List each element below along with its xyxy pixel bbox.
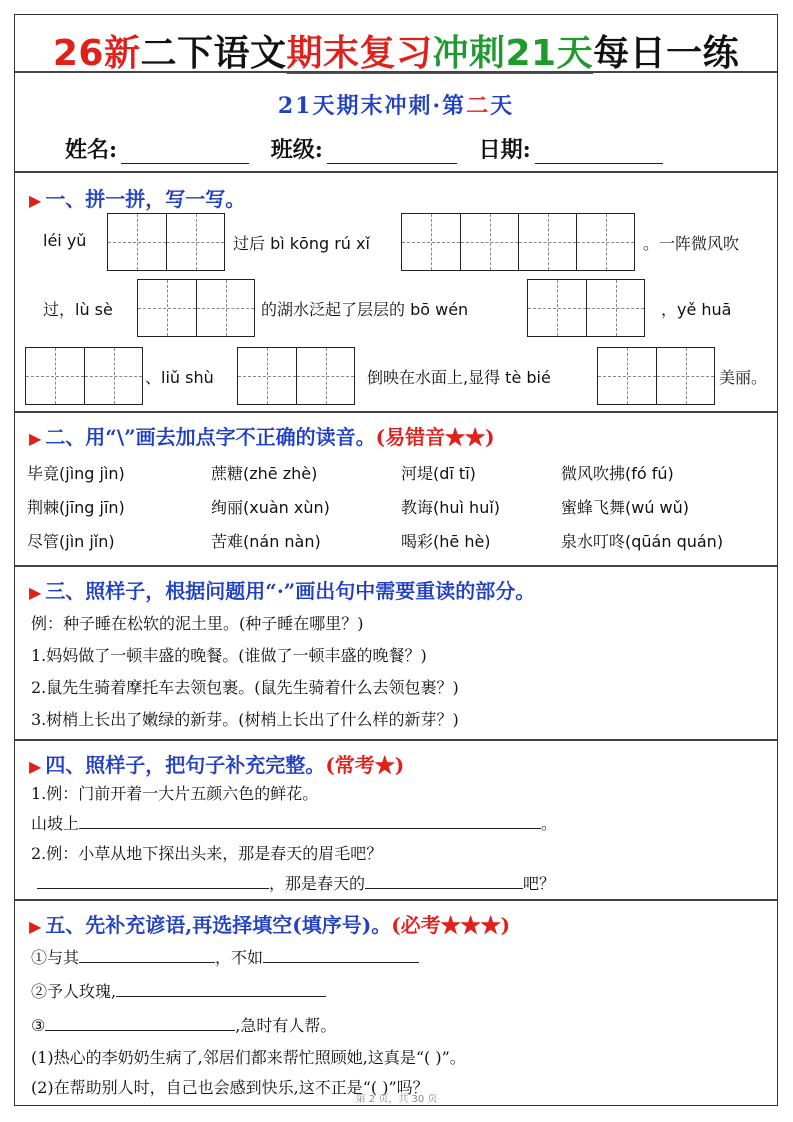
reading-item[interactable]: 荆棘(jīng jīn) [27, 498, 125, 517]
divider [15, 411, 777, 413]
section-4-title-text: 四、照样子，把句子补充完整。 [45, 753, 326, 777]
reading-item[interactable]: 教诲(huì huǐ) [401, 498, 501, 517]
complete-suffix: 。 [541, 814, 558, 833]
reading-item[interactable]: 绚丽(xuàn xùn) [211, 498, 330, 517]
divider [15, 565, 777, 567]
proverb-1-start: ①与其 [31, 948, 80, 967]
proverb-1 [31, 945, 419, 968]
complete-middle: ，那是春天的 [269, 874, 366, 893]
section-2-title-text: 二、用“\”画去加点字不正确的读音。 [45, 425, 376, 449]
pinyin-yehua: ，yě huā [661, 300, 732, 319]
class-label: 班级: [270, 137, 323, 163]
answer-blank[interactable] [263, 946, 419, 963]
answer-blank[interactable] [79, 946, 215, 963]
answer-blank[interactable] [45, 1014, 235, 1031]
student-info [65, 133, 677, 164]
reading-item[interactable]: 蔗糖(zhē zhè) [211, 464, 318, 483]
row1-tail: 。一阵微风吹 [643, 234, 740, 253]
pinyin-tebie: 倒映在水面上,显得 tè bié [367, 368, 551, 387]
page-footer: 第 2 页，共 30 页 [355, 1094, 438, 1105]
section-3-title [29, 575, 535, 604]
pinyin-bikongruxi: 过后 bì kōng rú xǐ [233, 234, 370, 253]
writing-grid-7[interactable] [597, 347, 715, 405]
pinyin-liushu: 、liǔ shù [145, 368, 214, 387]
header [15, 15, 777, 85]
divider [15, 171, 777, 173]
reading-item[interactable]: 泉水叮咚(qūán quán) [561, 532, 724, 551]
proverb-3-end: ,急时有人帮。 [235, 1016, 337, 1035]
pinyin-leiyu: léi yǔ [43, 231, 87, 250]
answer-blank[interactable] [79, 812, 541, 829]
section-5-title [29, 909, 510, 938]
subtitle [15, 89, 777, 120]
proverb-2 [31, 979, 326, 1002]
complete-line-1 [31, 811, 557, 834]
subtitle-a: 21天期末冲刺·第 [277, 93, 467, 119]
reading-item[interactable]: 河堤(dī tī) [401, 464, 476, 483]
stress-question-3[interactable]: 3.树梢上长出了嫩绿的新芽。(树梢上长出了什么样的新芽？) [31, 710, 459, 729]
proverb-3-start: ③ [31, 1016, 46, 1035]
proverb-3 [31, 1013, 336, 1036]
complete-example-1: 1.例：门前开着一大片五颜六色的鲜花。 [31, 784, 319, 803]
triangle-icon: ▶ [29, 191, 42, 210]
stress-question-2[interactable]: 2.鼠先生骑着摩托车去领包裹。(鼠先生骑着什么去领包裹？) [31, 678, 459, 697]
divider [15, 739, 777, 741]
pinyin-bowen: 的湖水泛起了层层的 bō wén [261, 300, 469, 319]
divider [15, 899, 777, 901]
pinyin-luse: 过，lù sè [43, 300, 113, 319]
name-label: 姓名: [65, 137, 118, 163]
triangle-icon: ▶ [29, 757, 42, 776]
section-1-title [29, 183, 245, 212]
fill-question-2[interactable]: (2)在帮助别人时，自己也会感到快乐,这不正是“( )”吗？ [31, 1078, 429, 1097]
reading-item[interactable]: 尽管(jìn jǐn) [27, 532, 115, 551]
reading-item[interactable]: 喝彩(hē hè) [401, 532, 491, 551]
answer-blank[interactable] [365, 872, 523, 889]
answer-blank[interactable] [37, 872, 269, 889]
complete-example-2: 2.例：小草从地下探出头来，那是春天的眉毛吧？ [31, 844, 383, 863]
reading-item[interactable]: 毕竟(jìng jìn) [27, 464, 125, 483]
triangle-icon: ▶ [29, 429, 42, 448]
proverb-2-start: ②予人玫瑰, [31, 982, 117, 1001]
reading-item[interactable]: 蜜蜂飞舞(wú wǔ) [561, 498, 690, 517]
writing-grid-2[interactable] [401, 213, 635, 271]
complete-suffix: 吧？ [523, 874, 556, 893]
section-2-tag: (易错音★★) [375, 425, 495, 449]
triangle-icon: ▶ [29, 583, 42, 602]
section-5-tag: (必考★★★) [391, 913, 511, 937]
row3-tail: 美丽。 [719, 368, 768, 387]
class-field[interactable] [327, 143, 457, 164]
title-part-1: 26新 [52, 33, 141, 74]
writing-grid-3[interactable] [137, 279, 255, 337]
reading-item[interactable]: 微风吹拂(fó fú) [561, 464, 674, 483]
stress-example: 例：种子睡在松软的泥土里。(种子睡在哪里？) [31, 614, 364, 633]
title-part-5: 每日一练 [593, 33, 740, 74]
writing-grid-6[interactable] [237, 347, 355, 405]
writing-grid-1[interactable] [107, 213, 225, 271]
divider [15, 71, 777, 73]
date-field[interactable] [535, 143, 663, 164]
triangle-icon: ▶ [29, 917, 42, 936]
section-4-title [29, 749, 404, 778]
title-part-2: 二下语文 [140, 33, 287, 74]
section-4-tag: (常考★) [325, 753, 405, 777]
section-3-title-text: 三、照样子，根据问题用“·”画出句中需要重读的部分。 [45, 579, 536, 603]
date-label: 日期: [478, 137, 531, 163]
section-5-title-text: 五、先补充谚语,再选择填空(填序号)。 [45, 913, 392, 937]
subtitle-c: 天 [490, 93, 515, 119]
writing-grid-4[interactable] [527, 279, 645, 337]
stress-question-1[interactable]: 1.妈妈做了一顿丰盛的晚餐。(谁做了一顿丰盛的晚餐？) [31, 646, 427, 665]
writing-grid-5[interactable] [25, 347, 143, 405]
page-title [15, 25, 777, 76]
section-1-title-text: 一、拼一拼，写一写。 [45, 187, 246, 211]
title-part-4: 冲刺21天 [432, 33, 594, 74]
complete-prefix: 山坡上 [31, 814, 80, 833]
proverb-1-middle: ，不如 [215, 948, 264, 967]
fill-question-1[interactable]: (1)热心的李奶奶生病了,邻居们都来帮忙照顾她,这真是“( )”。 [31, 1048, 466, 1067]
reading-item[interactable]: 苦难(nán nàn) [211, 532, 321, 551]
complete-line-2 [37, 871, 555, 894]
worksheet [14, 14, 778, 1106]
section-2-title [29, 421, 495, 450]
subtitle-day: 二 [466, 93, 491, 119]
answer-blank[interactable] [116, 980, 326, 997]
name-field[interactable] [121, 143, 249, 164]
title-part-3: 期末复习 [286, 33, 433, 74]
